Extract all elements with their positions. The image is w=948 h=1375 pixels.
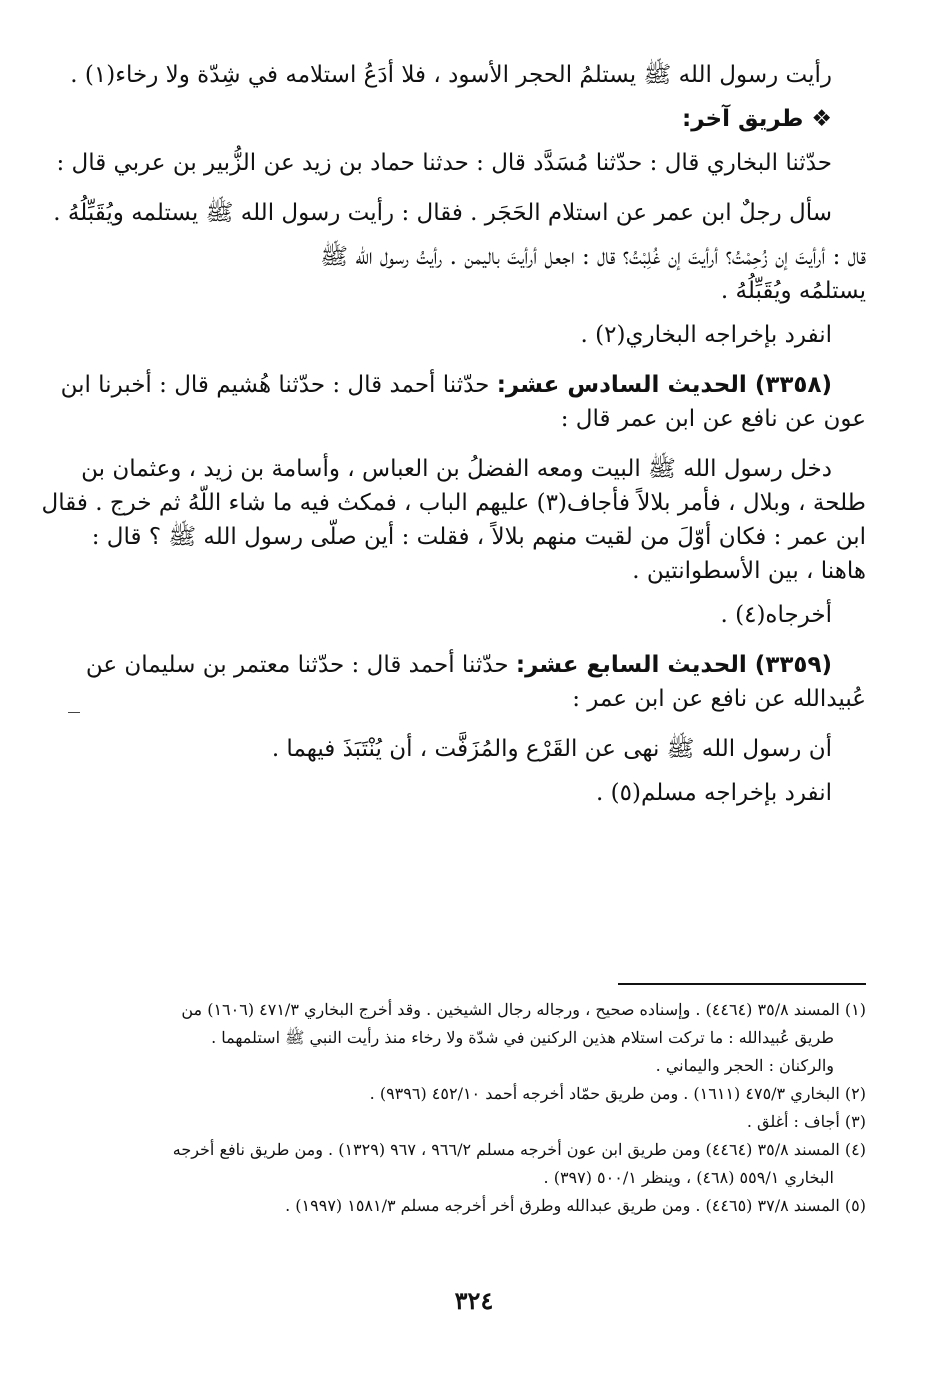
text-line: طلحة ، وبلال ، فأمر بلالاً فأجاف(٣) عليهم الباب ، فمكث فيه ما شاء اللّهُ ثم خرج . فقال	[41, 490, 866, 516]
text-line: حدّثنا البخاري قال : حدّثنا مُسَدَّد قال : حدثنا حماد بن زيد عن الزُّبير بن عربي قال :	[56, 150, 832, 176]
text-line: قال : أرأيتَ إن زُحِمْتُ؟ أرأيتَ إن غُلِبْتُ؟ قال : اجعل أرأيتَ باليمن . رأيتُ رسول الله ﷺ	[320, 244, 866, 270]
text-line: هاهنا ، بين الأسطوانتين .	[632, 558, 866, 584]
footnote-1: (١) المسند ٣٥/٨ (٤٤٦٤) . وإسناده صحيح ، ورجاله رجال الشيخين . وقد أخرج البخاري ٤٧١/٣ (١٦٠٦) من	[181, 1000, 866, 1019]
text-line: دخل رسول الله ﷺ البيت ومعه الفضلُ بن العباس ، وأسامة بن زيد ، وعثمان بن	[81, 456, 832, 482]
hadith-number-title: (٣٣٥٩) الحديث السابع عشر:	[515, 652, 832, 678]
text-line: ابن عمر : فكان أوّلَ من لقيت منهم بلالاً ، فقلت : أين صلّى رسول الله ﷺ ؟ قال :	[91, 524, 866, 550]
text-line: يستلمُه ويُقَبِّلُهُ .	[720, 278, 866, 304]
text-line: عون عن نافع عن ابن عمر قال :	[560, 406, 866, 432]
text-line: سأل رجلٌ ابن عمر عن استلام الحَجَر . فقال : رأيت رسول الله ﷺ يستلمه ويُقَبِّلُهُ .	[53, 200, 832, 226]
text-line: عُبيدالله عن نافع عن ابن عمر :	[572, 686, 866, 712]
hadith-chain: حدّثنا أحمد قال : حدّثنا هُشيم قال : أخبرنا ابن	[60, 372, 497, 398]
footnote-3: (٣) أجاف : أغلق .	[746, 1112, 866, 1131]
text-line: أخرجاه(٤) .	[720, 602, 832, 628]
footnote-1-cont: والركنان : الحجر واليماني .	[655, 1056, 834, 1075]
footnote-2: (٢) البخاري ٤٧٥/٣ (١٦١١) . ومن طريق حمّاد أخرجه أحمد ٤٥٢/١٠ (٩٣٩٦) .	[369, 1084, 866, 1103]
text-line: انفرد بإخراجه البخاري(٢) .	[580, 322, 832, 348]
hadith-header	[60, 368, 866, 402]
hadith-header	[85, 648, 866, 682]
page-number: ٣٢٤	[454, 1286, 494, 1315]
footnote-1-cont: طريق عُبيدالله : ما تركت استلام هذين الركنين في شدّة ولا رخاء منذ رأيت النبي ﷺ استلمهما .	[211, 1028, 834, 1047]
footnote-4-cont: البخاري ٥٥٩/١ (٤٦٨) ، وينظر ٥٠٠/١ (٣٩٧) .	[543, 1168, 834, 1187]
footnotes	[88, 996, 866, 1220]
main-text	[41, 58, 866, 810]
section-heading: ❖ طريق آخر:	[682, 106, 832, 132]
margin-mark	[68, 712, 80, 713]
hadith-number-title: (٣٣٥٨) الحديث السادس عشر:	[496, 372, 832, 398]
text-line: أن رسول الله ﷺ نهى عن القَرْع والمُزَفَّت ، أن يُنْتَبَذَ فيهما .	[271, 736, 832, 762]
footnote-4: (٤) المسند ٣٥/٨ (٤٤٦٤) ومن طريق ابن عون أخرجه مسلم ٩٦٦/٢ ، ٩٦٧ (١٣٢٩) . ومن طريق نافع أخرجه	[172, 1140, 866, 1159]
footnote-5: (٥) المسند ٣٧/٨ (٤٤٦٥) . ومن طريق عبدالله وطرق أخر أخرجه مسلم ١٥٨١/٣ (١٩٩٧) .	[285, 1196, 866, 1215]
text-line: انفرد بإخراجه مسلم(٥) .	[596, 780, 832, 806]
text-line: رأيت رسول الله ﷺ يستلمُ الحجر الأسود ، فلا أدَعُ استلامه في شِدّة ولا رخاء(١) .	[70, 62, 832, 88]
hadith-chain: حدّثنا أحمد قال : حدّثنا معتمر بن سليمان عن	[85, 652, 516, 678]
footnote-separator	[618, 983, 866, 985]
